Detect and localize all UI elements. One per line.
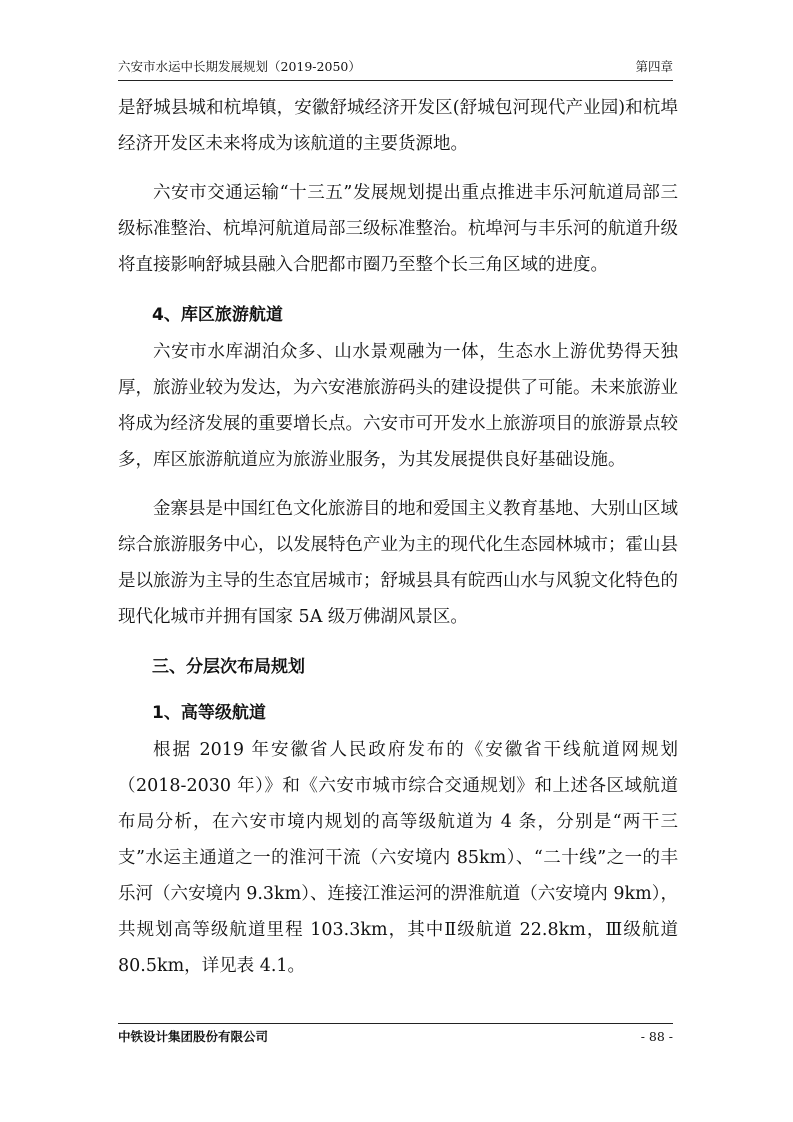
document-title: 六安市水运中长期发展规划（2019-2050） — [118, 59, 361, 74]
section-heading-layered-layout: 三、分层次布局规划 — [152, 657, 305, 677]
company-name: 中铁设计集团股份有限公司 — [118, 1029, 269, 1044]
page-body — [118, 90, 678, 997]
footer-divider — [118, 1023, 673, 1024]
section-heading-high-grade-channel: 1、高等级航道 — [152, 703, 266, 723]
page-header — [118, 56, 673, 78]
page-footer — [118, 1027, 673, 1047]
paragraph-1: 是舒城县城和杭埠镇，安徽舒城经济开发区(舒城包河现代产业园)和杭埠经济开发区未来将成为该航道的主要货源地。 — [118, 98, 678, 154]
chapter-label: 第四章 — [635, 59, 673, 74]
section-heading-tourism-channel: 4、库区旅游航道 — [152, 305, 283, 325]
page-number: - 88 - — [640, 1029, 673, 1044]
header-divider — [118, 80, 673, 81]
paragraph-2: 六安市交通运输“十三五”发展规划提出重点推进丰乐河航道局部三级标准整治、杭埠河航道局部三级标准整治。杭埠河与丰乐河的航道升级将直接影响舒城县融入合肥都市圈乃至整个长三角区域的进度。 — [118, 183, 678, 275]
paragraph-5: 根据 2019 年安徽省人民政府发布的《安徽省干线航道网规划（2018-2030 年）》和《六安市城市综合交通规划》和上述各区域航道布局分析，在六安市境内规划的高等级航道为 4 条，分别是“两干三支”水运主通道之一的淮河干流（六安境内 85km）、“二十线”之一的丰乐河（六安境内 9.3km）、连接江淮运河的淠淮航道（六安境内 9km），共规划高等级航道里程 103.3km，其中Ⅱ级航道 22.8km，Ⅲ级航道 80.5km，详见表 4.1。 — [118, 740, 678, 976]
paragraph-4: 金寨县是中国红色文化旅游目的地和爱国主义教育基地、大别山区域综合旅游服务中心，以发展特色产业为主的现代化生态园林城市；霍山县是以旅游为主导的生态宜居城市；舒城县具有皖西山水与风貌文化特色的现代化城市并拥有国家 5A 级万佛湖风景区。 — [118, 499, 678, 627]
paragraph-3: 六安市水库湖泊众多、山水景观融为一体，生态水上游优势得天独厚，旅游业较为发达，为六安港旅游码头的建设提供了可能。未来旅游业将成为经济发展的重要增长点。六安市可开发水上旅游项目的旅游景点较多，库区旅游航道应为旅游业服务，为其发展提供良好基础设施。 — [118, 342, 678, 470]
